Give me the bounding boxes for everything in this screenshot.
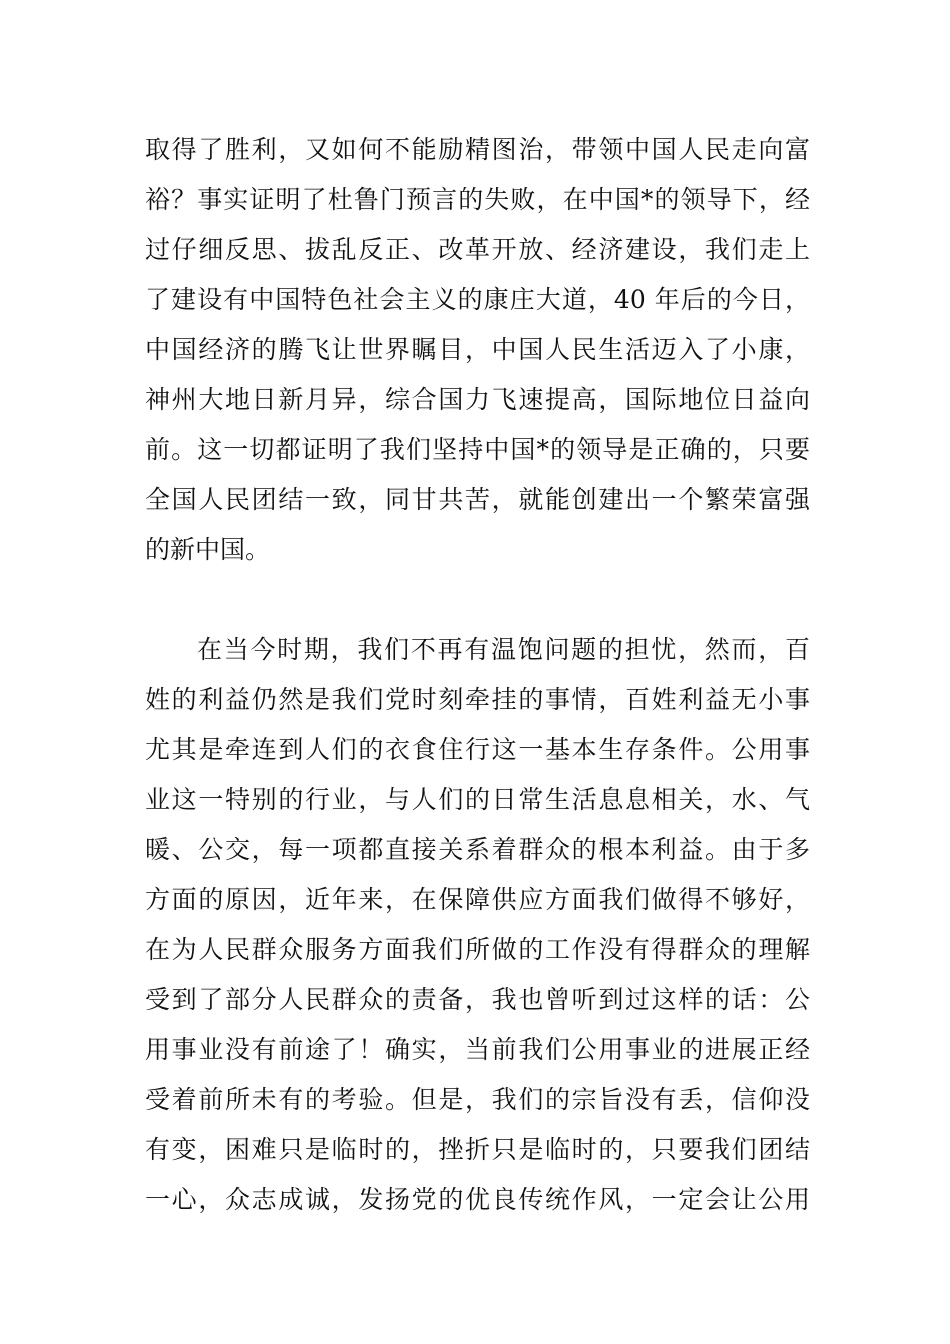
- paragraph-line: 方面的原因，近年来，在保障供应方面我们做得不够好，: [145, 885, 810, 914]
- paragraph-line: 姓的利益仍然是我们党时刻牵挂的事情，百姓利益无小事: [145, 685, 810, 714]
- paragraph-line: 在当今时期，我们不再有温饱问题的担忧，然而，百: [197, 635, 810, 664]
- paragraph-line: 有变，困难只是临时的，挫折只是临时的，只要我们团结: [145, 1135, 810, 1164]
- paragraph-line: 用事业没有前途了！确实，当前我们公用事业的进展正经: [145, 1035, 810, 1064]
- paragraph-line: 在为人民群众服务方面我们所做的工作没有得群众的理解: [145, 935, 810, 964]
- paragraph-line: 裕？事实证明了杜鲁门预言的失败，在中国*的领导下，经: [145, 185, 810, 214]
- paragraph-line: 神州大地日新月异，综合国力飞速提高，国际地位日益向: [145, 385, 810, 414]
- paragraph-2: [145, 625, 810, 1225]
- paragraph-line: 了建设有中国特色社会主义的康庄大道，40 年后的今日，: [145, 285, 810, 314]
- paragraph-line: 前。这一切都证明了我们坚持中国*的领导是正确的，只要: [145, 435, 810, 464]
- paragraph-1: [145, 125, 810, 575]
- paragraph-line: 过仔细反思、拔乱反正、改革开放、经济建设，我们走上: [145, 235, 810, 264]
- paragraph-line: 受到了部分人民群众的责备，我也曾听到过这样的话：公: [145, 985, 810, 1014]
- paragraph-line: 业这一特别的行业，与人们的日常生活息息相关，水、气: [145, 785, 810, 814]
- paragraph-line: 中国经济的腾飞让世界瞩目，中国人民生活迈入了小康，: [145, 335, 810, 364]
- paragraph-line: 取得了胜利，又如何不能励精图治，带领中国人民走向富: [145, 135, 810, 164]
- paragraph-line: 全国人民团结一致，同甘共苦，就能创建出一个繁荣富强: [145, 485, 810, 514]
- paragraph-line: 尤其是牵连到人们的衣食住行这一基本生存条件。公用事: [145, 735, 810, 764]
- paragraph-line: 暖、公交，每一项都直接关系着群众的根本利益。由于多: [145, 835, 810, 864]
- paragraph-line: 的新中国。: [145, 535, 271, 564]
- paragraph-line: 一心，众志成诚，发扬党的优良传统作风，一定会让公用: [145, 1185, 810, 1214]
- paragraph-line: 受着前所未有的考验。但是，我们的宗旨没有丢，信仰没: [145, 1085, 810, 1114]
